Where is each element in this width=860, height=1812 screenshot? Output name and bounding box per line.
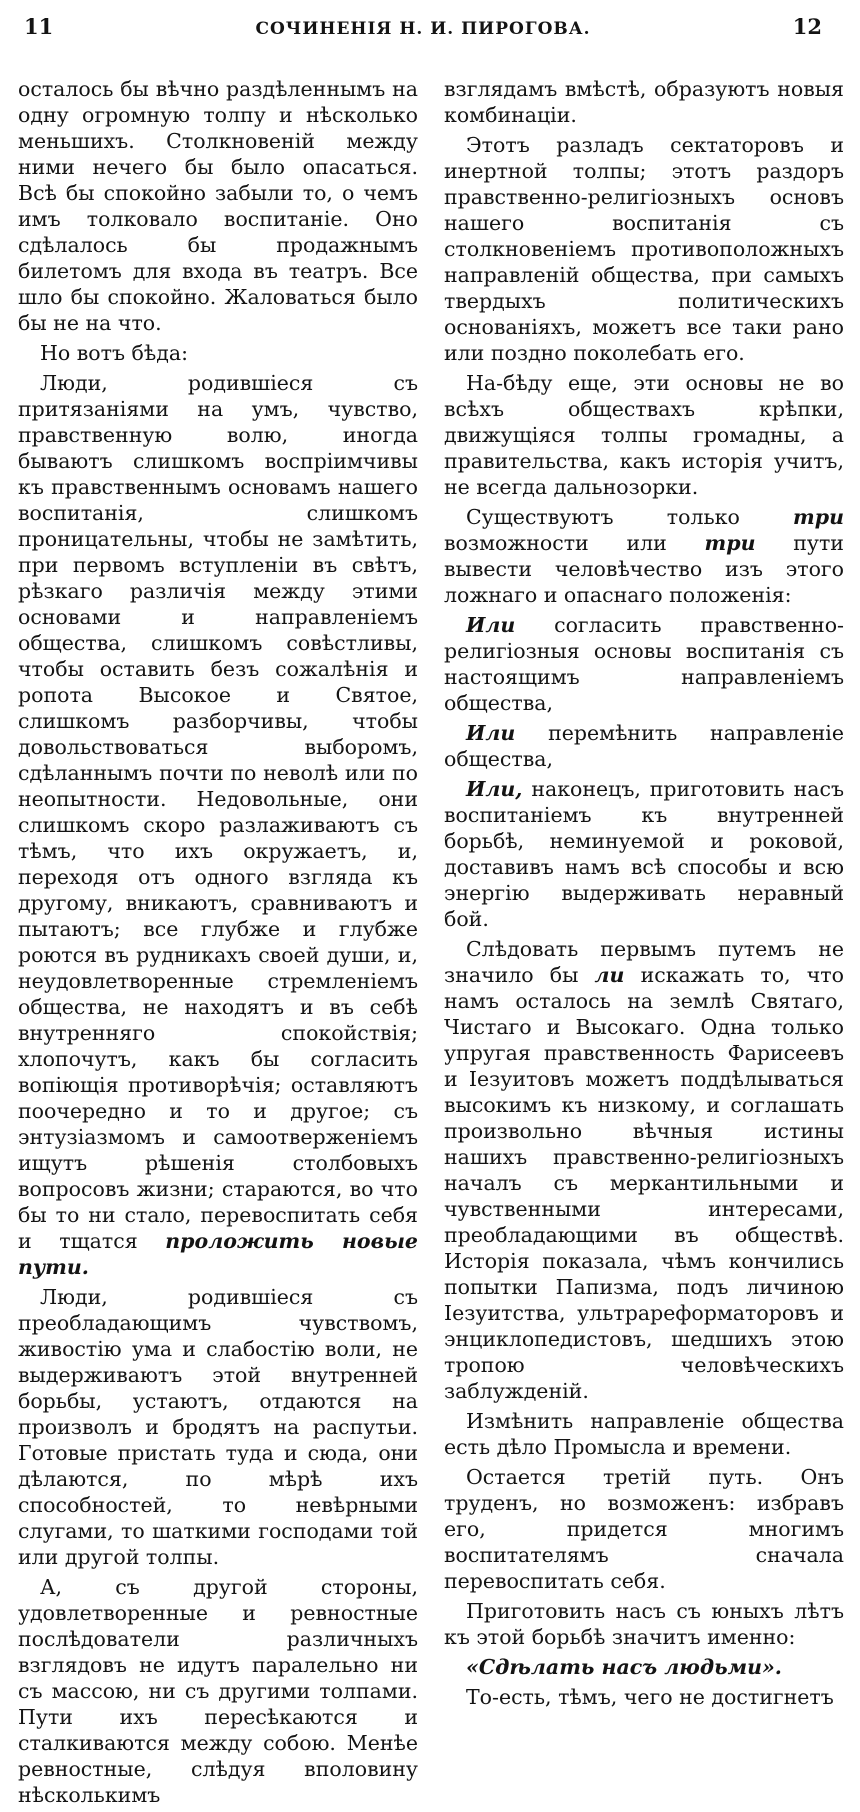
paragraph: Люди, родившіеся съ преобладающимъ чувствомъ, живостію ума и слабостію воли, не выдерживаютъ этой внутренней борьбы, устаютъ, отдаются на произволъ и бродятъ на распутьи. Готовые пристать туда и сюда, они дѣлаются, по мѣрѣ ихъ способностей, то невѣрными слугами, то шаткими господами той или другой толпы. [18, 1285, 418, 1569]
italic-phrase: проложить новые пути. [18, 1229, 418, 1279]
italic-word: три [704, 531, 756, 555]
italic-word: Или [466, 613, 516, 637]
paragraph: Измѣнить направленіе общества есть дѣло Промысла и времени. [444, 1409, 844, 1459]
paragraph: Этотъ разладъ сектаторовъ и инертной толпы; этотъ раздоръ правственно-религіозныхъ основъ нашего воспитанія съ столкновеніемъ противоположныхъ направленій общества, при самыхъ твердыхъ политическихъ основаніяхъ, можетъ все таки рано или поздно поколебать его. [444, 133, 844, 365]
paragraph: Слѣдовать первымъ путемъ не значило бы ли искажать то, что намъ осталось на землѣ Святаго, Чистаго и Высокаго. Одна только упругая правственность Фарисеевъ и Іезуитовъ можетъ поддѣлываться высокимъ къ низкому, и соглашать произвольно вѣчныя истины нашихъ правственно-религіозныхъ началъ съ меркантильными и чувственными интересами, преобладающими въ обществѣ. Исторія показала, чѣмъ кончились попытки Папизма, подъ личиною Іезуитства, ультрареформаторовъ и энциклопедистовъ, шедшихъ этою тропою человѣческихъ заблужденій. [444, 937, 844, 1403]
running-title: СОЧИНЕНІЯ Н. И. ПИРОГОВА. [255, 19, 591, 39]
italic-word: три [793, 505, 844, 529]
paragraph: Люди, родившіеся съ притязаніями на умъ, чувство, правственную волю, иногда бываютъ слишкомъ воспріимчивы къ правственнымъ основамъ нашего воспитанія, слишкомъ проницательны, чтобы не замѣтить, при первомъ вступленіи въ свѣтъ, рѣзкаго различія между этими основами и направленіемъ общества, слишкомъ совѣстливы, чтобы оставить безъ сожалѣнія и ропота Высокое и Святое, слишкомъ разборчивы, чтобы довольствоваться выборомъ, сдѣланнымъ почти по неволѣ или по неопытности. Недовольные, они слишкомъ скоро разлаживаютъ съ тѣмъ, что ихъ окружаетъ, и, переходя отъ одного взгляда къ другому, вникаютъ, сравниваютъ и пытаютъ; все глубже и глубже роются въ рудникахъ своей души, и, неудовлетворенные стремленіемъ общества, не находятъ и въ себѣ внутренняго спокойствія; хлопочутъ, какъ бы согласить вопіющія противорѣчія; оставляютъ поочередно и то и другое; съ энтузіазмомъ и самоотверженіемъ ищутъ рѣшенія столбовыхъ вопросовъ жизни; стараются, во что бы то ни стало, перевоспитать себя и тщатся проложить новые пути. [18, 371, 418, 1279]
running-header [18, 14, 844, 54]
paragraph: Остается третій путь. Онъ труденъ, но возможенъ: избравъ его, придется многимъ воспитателямъ сначала перевоспитать себя. [444, 1465, 844, 1593]
option-paragraph: Или, наконецъ, приготовить насъ воспитаніемъ къ внутренней борьбѣ, неминуемой и роковой, доставивъ намъ всѣ способы и всю энергію выдерживать неравный бой. [444, 777, 844, 931]
italic-quote: «Сдѣлать насъ людьми». [466, 1655, 782, 1679]
option-paragraph: Или согласить правственно-религіозныя основы воспитанія съ настоящимъ направленіемъ общества, [444, 613, 844, 715]
paragraph: А, съ другой стороны, удовлетворенные и ревностные послѣдователи различныхъ взглядовъ не идутъ паралельно ни съ массою, ни съ другими толпами. Пути ихъ пересѣкаются и сталкиваются между собою. Менѣе ревностные, слѣдуя вполовину нѣсколькимъ [18, 1575, 418, 1807]
left-column [18, 76, 418, 1812]
option-paragraph: Или перемѣнить направленіе общества, [444, 721, 844, 771]
paragraph: То-есть, тѣмъ, чего не достигнетъ [466, 1685, 834, 1709]
page-number-left: 11 [24, 14, 54, 39]
italic-word: Или, [466, 777, 523, 801]
paragraph: Существуютъ только три возможности или три пути вывести человѣчество изъ этого ложнаго и опаснаго положенія: [444, 505, 844, 607]
paragraph: осталось бы вѣчно раздѣленнымъ на одну огромную толпу и нѣсколько меньшихъ. Столкновеній между ними нечего бы было опасаться. Всѣ бы спокойно забыли то, о чемъ имъ толковало воспитаніе. Оно сдѣлалось бы продажнымъ билетомъ для входа въ театръ. Все шло бы спокойно. Жаловаться было бы не на что. [18, 77, 418, 335]
paragraph: Но вотъ бѣда: [40, 341, 188, 365]
paragraph: взглядамъ вмѣстѣ, образуютъ новыя комбинаціи. [444, 77, 844, 127]
italic-word: Или [466, 721, 516, 745]
paragraph: На-бѣду еще, эти основы не во всѣхъ обществахъ крѣпки, движущіяся толпы громадны, а правительства, какъ исторія учитъ, не всегда дальнозорки. [444, 371, 844, 499]
italic-word: ли [594, 963, 625, 987]
text-columns [18, 76, 844, 1812]
page-number-right: 12 [792, 14, 822, 39]
right-column [444, 76, 844, 1812]
paragraph: Приготовить насъ съ юныхъ лѣтъ къ этой борьбѣ значитъ именно: [444, 1599, 844, 1649]
